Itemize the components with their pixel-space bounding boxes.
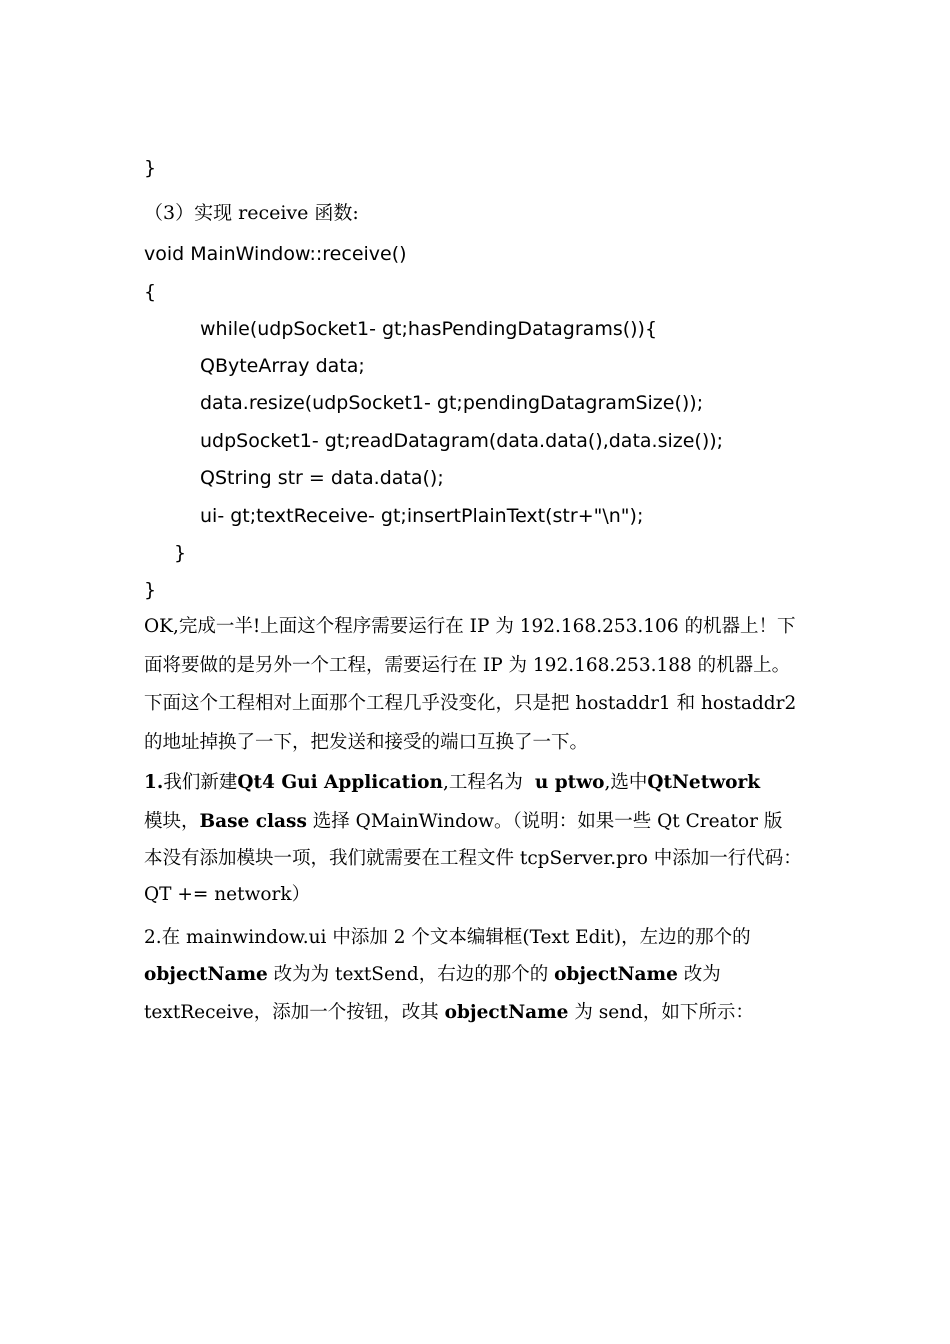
step1-number: 1. <box>144 772 164 793</box>
step1-base-class: Base class <box>199 811 307 832</box>
step2-text: 改为 <box>677 964 721 985</box>
step1-text: 模块， <box>144 811 200 832</box>
step1-line3: 本没有添加模块一项，我们就需要在工程文件 tcpServer.pro 中添加一行代码： <box>144 848 802 869</box>
code-line: ui- gt;textReceive- gt;insertPlainText(str+"\n"); <box>200 505 644 527</box>
step3-heading: （3）实现 receive 函数: <box>144 202 359 224</box>
step1-line2 <box>144 810 782 834</box>
code-line: QString str = data.data(); <box>200 467 444 489</box>
code-outer-close: } <box>144 579 157 601</box>
step1-text: ,选中 <box>604 772 648 793</box>
step1-module: QtNetwork <box>647 772 761 793</box>
code-closing-brace-top: } <box>144 157 157 179</box>
step2-line1: 2.在 mainwindow.ui 中添加 2 个文本编辑框(Text Edit)，左边的那个的 <box>144 927 751 948</box>
step2-objectname: objectName <box>144 964 268 985</box>
paragraph-line: 面将要做的是另外一个工程，需要运行在 IP 为 192.168.253.188 的机器上。 <box>144 655 791 676</box>
step2-line2 <box>144 963 721 987</box>
code-open-brace: { <box>144 281 157 303</box>
code-line: data.resize(udpSocket1- gt;pendingDatagramSize()); <box>200 392 704 414</box>
step1-project-name: u ptwo <box>534 772 605 793</box>
code-line: udpSocket1- gt;readDatagram(data.data(),data.size()); <box>200 430 724 452</box>
step2-text: textReceive，添加一个按钮，改其 <box>144 1002 445 1023</box>
step2-text: 改为为 textSend，右边的那个的 <box>267 964 555 985</box>
step1-text: 选择 QMainWindow。（说明：如果一些 Qt Creator 版 <box>306 811 783 832</box>
step1-line4: QT += network） <box>144 884 311 905</box>
step2-objectname: objectName <box>444 1002 569 1023</box>
code-line: while(udpSocket1- gt;hasPendingDatagrams()){ <box>200 318 658 340</box>
code-inner-close: } <box>174 542 187 564</box>
step1-app-type: Qt4 Gui Application <box>237 772 443 793</box>
step1-line1 <box>144 771 760 795</box>
step2-text: 为 send，如下所示： <box>568 1002 754 1023</box>
paragraph-line: OK,完成一半!上面这个程序需要运行在 IP 为 192.168.253.106 的机器上！下 <box>144 616 796 637</box>
step1-text: 我们新建 <box>163 772 238 793</box>
paragraph-line: 的地址掉换了一下，把发送和接受的端口互换了一下。 <box>144 732 589 753</box>
step1-text: ,工程名为 <box>442 772 523 793</box>
step2-line3 <box>144 1001 754 1025</box>
code-signature: void MainWindow::receive() <box>144 243 407 265</box>
code-line: QByteArray data; <box>200 355 365 377</box>
paragraph-line: 下面这个工程相对上面那个工程几乎没变化，只是把 hostaddr1 和 hostaddr2 <box>144 693 797 714</box>
step2-objectname: objectName <box>554 964 678 985</box>
